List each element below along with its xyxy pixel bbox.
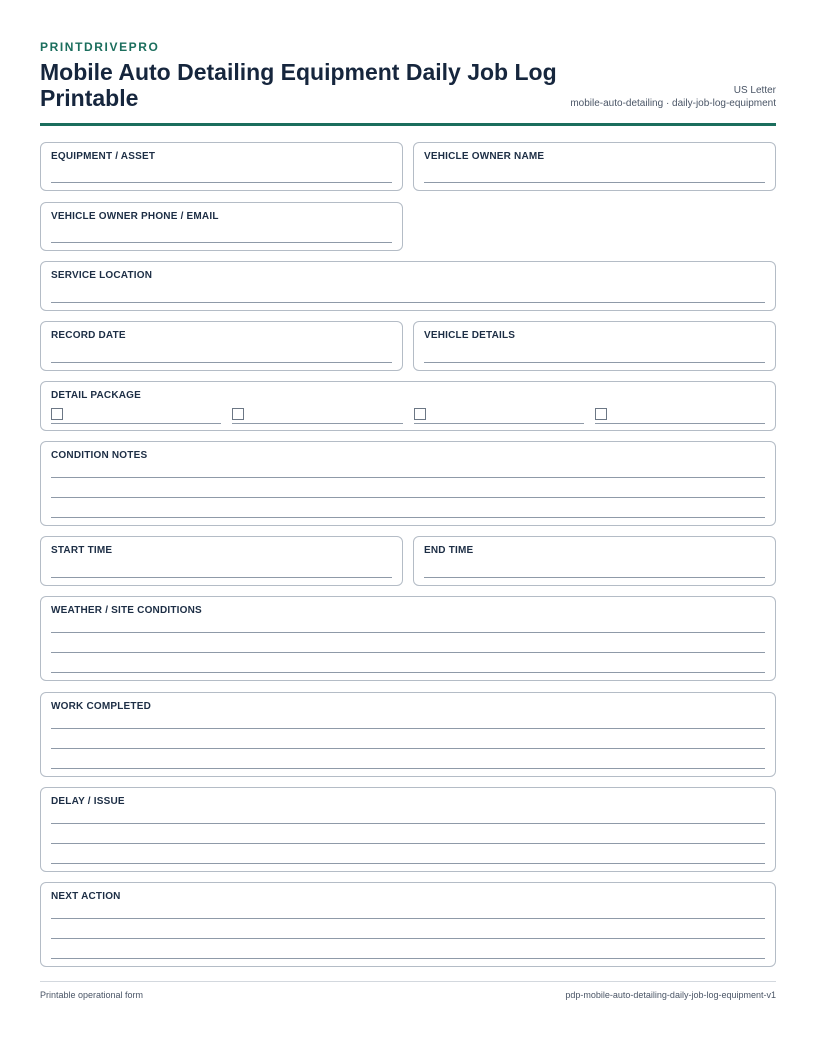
field-label: START TIME	[51, 545, 113, 556]
write-line[interactable]	[51, 302, 765, 303]
write-line[interactable]	[51, 632, 765, 633]
vehicle-details-field	[413, 321, 776, 371]
write-line[interactable]	[51, 918, 765, 919]
detail-package-field	[40, 381, 776, 431]
document-meta	[570, 84, 776, 110]
vehicle-owner-contact-field	[40, 202, 403, 251]
package-checkbox[interactable]	[414, 408, 426, 420]
work-completed-field	[40, 692, 776, 777]
field-label: SERVICE LOCATION	[51, 270, 153, 281]
record-date-field	[40, 321, 403, 371]
detail-package-options	[51, 408, 765, 424]
write-line[interactable]	[51, 362, 392, 363]
field-label: EQUIPMENT / ASSET	[51, 151, 156, 162]
field-label: CONDITION NOTES	[51, 450, 148, 461]
footer-description: Printable operational form	[40, 990, 144, 1000]
write-line[interactable]	[51, 823, 765, 824]
write-line[interactable]	[51, 672, 765, 673]
write-line[interactable]	[51, 517, 765, 518]
package-option	[51, 408, 221, 424]
delay-issue-field	[40, 787, 776, 872]
write-line[interactable]	[51, 182, 392, 183]
write-line[interactable]	[51, 863, 765, 864]
write-line[interactable]	[51, 577, 392, 578]
field-label: VEHICLE OWNER NAME	[424, 151, 545, 162]
write-line[interactable]	[51, 938, 765, 939]
write-line[interactable]	[51, 652, 765, 653]
write-line[interactable]	[51, 497, 765, 498]
package-option	[232, 408, 402, 424]
package-option	[595, 408, 765, 424]
field-label: VEHICLE DETAILS	[424, 330, 516, 341]
category-path: mobile-auto-detailing · daily-job-log-equipment	[570, 98, 776, 109]
next-action-field	[40, 882, 776, 967]
field-label: RECORD DATE	[51, 330, 126, 341]
write-line[interactable]	[424, 577, 765, 578]
end-time-field	[413, 536, 776, 586]
write-line[interactable]	[51, 477, 765, 478]
write-line[interactable]	[51, 768, 765, 769]
package-checkbox[interactable]	[232, 408, 244, 420]
field-label: END TIME	[424, 545, 474, 556]
write-line[interactable]	[424, 182, 765, 183]
package-checkbox[interactable]	[51, 408, 63, 420]
page-title: Mobile Auto Detailing Equipment Daily Job Log Printable	[40, 59, 557, 111]
field-label: VEHICLE OWNER PHONE / EMAIL	[51, 211, 219, 222]
package-option	[414, 408, 584, 424]
equipment-asset-field	[40, 142, 403, 191]
brand-name: PRINTDRIVEPRO	[40, 40, 160, 54]
vehicle-owner-name-field	[413, 142, 776, 191]
condition-notes-field	[40, 441, 776, 526]
field-label: DETAIL PACKAGE	[51, 390, 142, 401]
page-header	[40, 40, 776, 126]
field-label: NEXT ACTION	[51, 891, 121, 902]
start-time-field	[40, 536, 403, 586]
field-label: WEATHER / SITE CONDITIONS	[51, 605, 202, 616]
write-line[interactable]	[51, 242, 392, 243]
form-identifier: pdp-mobile-auto-detailing-daily-job-log-equipment-v1	[565, 990, 776, 1000]
field-label: DELAY / ISSUE	[51, 796, 125, 807]
package-checkbox[interactable]	[595, 408, 607, 420]
field-label: WORK COMPLETED	[51, 701, 152, 712]
write-line[interactable]	[424, 362, 765, 363]
write-line[interactable]	[51, 958, 765, 959]
paper-size: US Letter	[733, 85, 776, 96]
write-line[interactable]	[51, 728, 765, 729]
page-footer	[40, 981, 776, 1000]
write-line[interactable]	[51, 748, 765, 749]
service-location-field	[40, 261, 776, 311]
weather-site-field	[40, 596, 776, 681]
write-line[interactable]	[51, 843, 765, 844]
